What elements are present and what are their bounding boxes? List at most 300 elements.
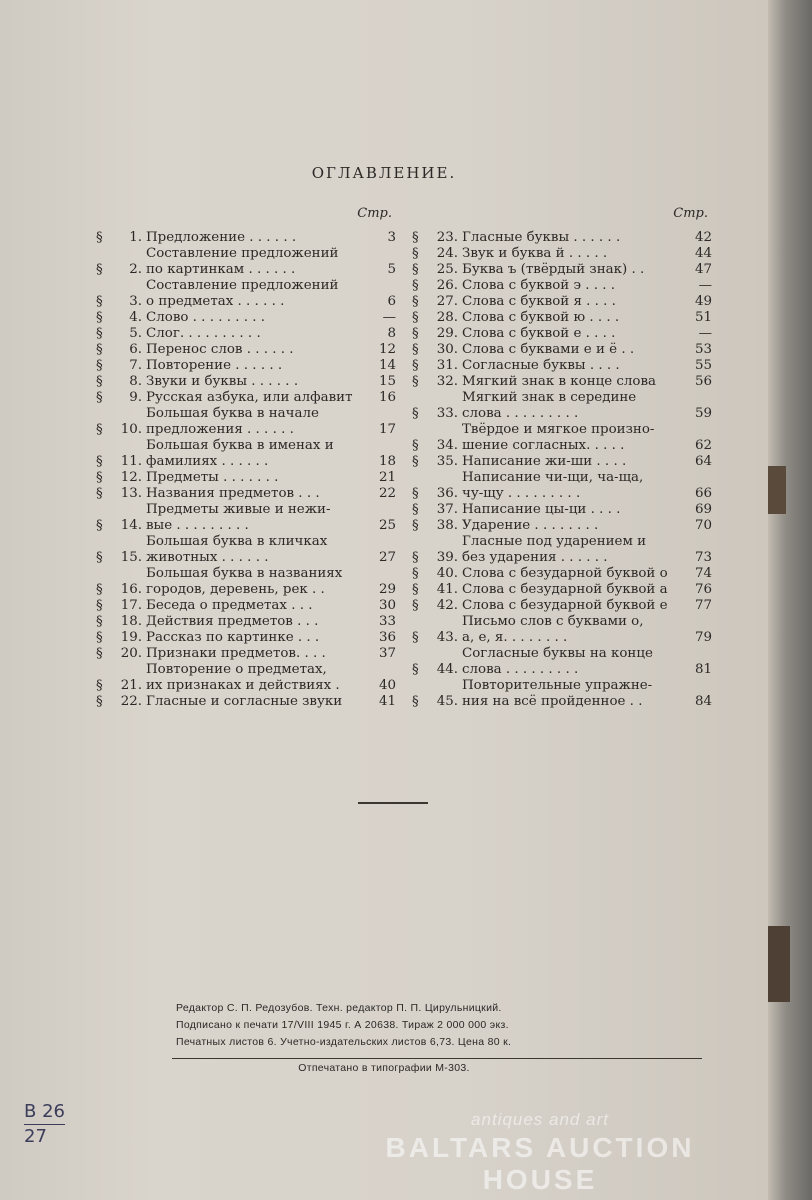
entry-page: — bbox=[382, 310, 396, 325]
entry-page: 16 bbox=[378, 390, 396, 405]
entry-title bbox=[462, 678, 682, 710]
entry-number: 7. bbox=[129, 358, 142, 373]
entry-page: 33 bbox=[378, 614, 396, 629]
section-sign: § bbox=[96, 390, 103, 405]
entry-title bbox=[462, 294, 682, 310]
entry-number: 9. bbox=[129, 390, 142, 405]
toc-entry bbox=[412, 294, 712, 310]
entry-title bbox=[146, 470, 366, 486]
entry-title bbox=[146, 278, 366, 310]
entry-title-line: о предметах . . . . . . bbox=[146, 294, 285, 309]
entry-title-line: Большая буква в именах и bbox=[146, 438, 334, 453]
entry-title bbox=[462, 646, 682, 678]
entry-title bbox=[462, 310, 682, 326]
toc-entry bbox=[412, 470, 712, 502]
entry-title-line: Буква ъ (твёрдый знак) . . bbox=[462, 262, 645, 277]
entry-page: 3 bbox=[387, 230, 396, 245]
entry-title-line: Составление предложений bbox=[146, 246, 339, 261]
entry-title-line: Слова с буквой ю . . . . bbox=[462, 310, 620, 325]
entry-number: 10. bbox=[120, 422, 142, 437]
entry-title-line: Названия предметов . . . bbox=[146, 486, 320, 501]
section-sign: § bbox=[412, 598, 419, 613]
entry-title-line: Письмо слов с буквами о, bbox=[462, 614, 644, 629]
entry-title-line: Предложение . . . . . . bbox=[146, 230, 297, 245]
entry-title bbox=[146, 630, 366, 646]
entry-number: 1. bbox=[129, 230, 142, 245]
entry-page: 25 bbox=[378, 518, 396, 533]
section-sign: § bbox=[412, 278, 419, 293]
entry-title-line: животных . . . . . . bbox=[146, 550, 269, 565]
entry-number: 32. bbox=[436, 374, 458, 389]
entry-number: 24. bbox=[436, 246, 458, 261]
handwritten-top: В 26 bbox=[24, 1100, 65, 1125]
entry-page: 79 bbox=[694, 630, 712, 645]
section-sign: § bbox=[96, 598, 103, 613]
section-sign: § bbox=[96, 310, 103, 325]
entry-page: 21 bbox=[378, 470, 396, 485]
entry-page: 18 bbox=[378, 454, 396, 469]
entry-page: 36 bbox=[378, 630, 396, 645]
section-sign: § bbox=[412, 630, 419, 645]
watermark-line1: antiques and art bbox=[471, 1110, 609, 1129]
section-sign: § bbox=[96, 614, 103, 629]
entry-page: 6 bbox=[387, 294, 396, 309]
entry-page: 49 bbox=[694, 294, 712, 309]
entry-number: 2. bbox=[129, 262, 142, 277]
toc-entry bbox=[412, 598, 712, 614]
entry-page: 5 bbox=[387, 262, 396, 277]
section-sign: § bbox=[96, 294, 103, 309]
entry-number: 22. bbox=[120, 694, 142, 709]
section-sign: § bbox=[412, 406, 419, 421]
entry-page: 66 bbox=[694, 486, 712, 501]
entry-title bbox=[146, 246, 366, 278]
entry-number: 42. bbox=[436, 598, 458, 613]
entry-title bbox=[462, 342, 682, 358]
section-sign: § bbox=[412, 326, 419, 341]
entry-number: 28. bbox=[436, 310, 458, 325]
toc-entry bbox=[412, 342, 712, 358]
entry-title bbox=[462, 278, 682, 294]
entry-page: 74 bbox=[694, 566, 712, 581]
entry-title bbox=[462, 614, 682, 646]
page-edge-tear bbox=[768, 926, 790, 1002]
entry-title bbox=[146, 358, 366, 374]
section-sign: § bbox=[412, 486, 419, 501]
toc-entry bbox=[96, 310, 396, 326]
entry-title bbox=[146, 534, 366, 566]
entry-number: 21. bbox=[120, 678, 142, 693]
entry-title-line: Перенос слов . . . . . . bbox=[146, 342, 294, 357]
toc-entry bbox=[96, 534, 396, 566]
entry-title bbox=[146, 502, 366, 534]
toc-entry bbox=[412, 230, 712, 246]
watermark-line2: BALTARS AUCTION HOUSE bbox=[385, 1132, 695, 1195]
entry-title-line: вые . . . . . . . . . bbox=[146, 518, 249, 533]
toc-entry bbox=[412, 502, 712, 518]
section-sign: § bbox=[412, 358, 419, 373]
section-sign: § bbox=[412, 342, 419, 357]
toc-entry bbox=[412, 374, 712, 390]
entry-page: 15 bbox=[378, 374, 396, 389]
entry-title-line: Большая буква в названиях bbox=[146, 566, 343, 581]
entry-title-line: Гласные под ударением и bbox=[462, 534, 647, 549]
entry-page: 64 bbox=[694, 454, 712, 469]
entry-title bbox=[146, 598, 366, 614]
entry-page: 69 bbox=[694, 502, 712, 517]
handwritten-bottom: 27 bbox=[24, 1126, 47, 1147]
toc-entry bbox=[96, 566, 396, 598]
entry-title-line: Беседа о предметах . . . bbox=[146, 598, 313, 613]
entry-title-line: по картинкам . . . . . . bbox=[146, 262, 296, 277]
entry-number: 4. bbox=[129, 310, 142, 325]
entry-title-line: Большая буква в начале bbox=[146, 406, 319, 421]
entry-title bbox=[462, 470, 682, 502]
section-sign: § bbox=[412, 294, 419, 309]
section-sign: § bbox=[412, 262, 419, 277]
toc-entry bbox=[412, 390, 712, 422]
toc-entry bbox=[412, 582, 712, 598]
entry-title-line: шение согласных. . . . . bbox=[462, 438, 625, 453]
entry-title-line: Рассказ по картинке . . . bbox=[146, 630, 320, 645]
section-sign: § bbox=[96, 518, 103, 533]
entry-title-line: Повторительные упражне- bbox=[462, 678, 653, 693]
toc-entry bbox=[96, 390, 396, 406]
entry-page: 77 bbox=[694, 598, 712, 613]
section-sign: § bbox=[412, 310, 419, 325]
entry-title-line: Согласные буквы на конце bbox=[462, 646, 653, 661]
entry-title-line: Слог. . . . . . . . . . bbox=[146, 326, 261, 341]
page-column-header: Стр. bbox=[357, 206, 392, 221]
imprint-sheets-price: Печатных листов 6. Учетно-издательских листов 6,73. Цена 80 к. bbox=[176, 1036, 512, 1048]
entry-title bbox=[462, 374, 682, 390]
entry-title-line: Предметы . . . . . . . bbox=[146, 470, 279, 485]
section-sign: § bbox=[412, 246, 419, 261]
entry-title-line: Предметы живые и нежи- bbox=[146, 502, 331, 517]
section-sign: § bbox=[96, 694, 103, 709]
entry-page: 76 bbox=[694, 582, 712, 597]
toc-entry bbox=[412, 534, 712, 566]
entry-title-line: Слова с буквами е и ё . . bbox=[462, 342, 635, 357]
entry-title-line: Гласные буквы . . . . . . bbox=[462, 230, 621, 245]
entry-title-line: слова . . . . . . . . . bbox=[462, 406, 579, 421]
section-sign: § bbox=[412, 550, 419, 565]
divider bbox=[358, 802, 428, 804]
toc-entry bbox=[412, 262, 712, 278]
section-sign: § bbox=[96, 454, 103, 469]
section-sign: § bbox=[412, 694, 419, 709]
entry-number: 40. bbox=[436, 566, 458, 581]
divider bbox=[172, 1058, 702, 1059]
entry-title bbox=[146, 406, 366, 438]
entry-page: 81 bbox=[694, 662, 712, 677]
section-sign: § bbox=[96, 646, 103, 661]
entry-number: 43. bbox=[436, 630, 458, 645]
toc-entry bbox=[96, 326, 396, 342]
entry-number: 26. bbox=[436, 278, 458, 293]
entry-title-line: Составление предложений bbox=[146, 278, 339, 293]
entry-title bbox=[462, 390, 682, 422]
entry-title bbox=[146, 646, 366, 662]
entry-title-line: Повторение . . . . . . bbox=[146, 358, 283, 373]
entry-title-line: Написание чи-щи, ча-ща, bbox=[462, 470, 644, 485]
toc-entry bbox=[96, 630, 396, 646]
entry-number: 18. bbox=[120, 614, 142, 629]
printed-by: Отпечатано в типографии М-303. bbox=[298, 1062, 470, 1074]
entry-number: 25. bbox=[436, 262, 458, 277]
entry-title-line: Мягкий знак в конце слова bbox=[462, 374, 657, 389]
toc-entry bbox=[412, 646, 712, 678]
entry-title-line: а, е, я. . . . . . . . bbox=[462, 630, 568, 645]
section-sign: § bbox=[412, 374, 419, 389]
section-sign: § bbox=[96, 326, 103, 341]
entry-title-line: предложения . . . . . . bbox=[146, 422, 294, 437]
entry-number: 8. bbox=[129, 374, 142, 389]
entry-title bbox=[146, 566, 366, 598]
section-sign: § bbox=[412, 230, 419, 245]
entry-page: 41 bbox=[378, 694, 396, 709]
toc-entry bbox=[412, 614, 712, 646]
entry-title-line: чу-щу . . . . . . . . . bbox=[462, 486, 581, 501]
entry-title-line: Слова с безударной буквой а bbox=[462, 582, 668, 597]
entry-title-line: Повторение о предметах, bbox=[146, 662, 327, 677]
toc-entry bbox=[96, 646, 396, 662]
entry-title bbox=[462, 422, 682, 454]
section-sign: § bbox=[412, 566, 419, 581]
entry-number: 38. bbox=[436, 518, 458, 533]
toc-entry bbox=[96, 278, 396, 310]
entry-number: 31. bbox=[436, 358, 458, 373]
entry-number: 5. bbox=[129, 326, 142, 341]
entry-page: 62 bbox=[694, 438, 712, 453]
entry-page: 29 bbox=[378, 582, 396, 597]
section-sign: § bbox=[96, 374, 103, 389]
entry-title-line: Звуки и буквы . . . . . . bbox=[146, 374, 299, 389]
toc-entry bbox=[412, 422, 712, 454]
entry-title-line: Твёрдое и мягкое произно- bbox=[462, 422, 655, 437]
toc-entry bbox=[96, 598, 396, 614]
entry-number: 12. bbox=[120, 470, 142, 485]
toc-entry bbox=[96, 230, 396, 246]
toc-list-right bbox=[412, 230, 712, 710]
entry-number: 33. bbox=[436, 406, 458, 421]
entry-title bbox=[146, 662, 366, 694]
entry-title-line: Слова с буквой э . . . . bbox=[462, 278, 615, 293]
entry-page: 84 bbox=[694, 694, 712, 709]
entry-number: 19. bbox=[120, 630, 142, 645]
entry-title-line: Написание цы-ци . . . . bbox=[462, 502, 621, 517]
entry-title bbox=[462, 598, 682, 614]
toc-right-column bbox=[412, 206, 712, 710]
section-sign: § bbox=[96, 470, 103, 485]
entry-title bbox=[462, 534, 682, 566]
toc-entry bbox=[412, 278, 712, 294]
entry-title-line: Русская азбука, или алфавит bbox=[146, 390, 353, 405]
entry-title-line: Слова с безударной буквой о bbox=[462, 566, 668, 581]
entry-page: 56 bbox=[694, 374, 712, 389]
entry-page: — bbox=[698, 326, 712, 341]
entry-title bbox=[462, 230, 682, 246]
section-sign: § bbox=[412, 454, 419, 469]
entry-page: 51 bbox=[694, 310, 712, 325]
entry-page: 27 bbox=[378, 550, 396, 565]
entry-page: 44 bbox=[694, 246, 712, 261]
imprint-editors: Редактор С. П. Редозубов. Техн. редактор П. П. Цирульницкий. bbox=[176, 1002, 502, 1014]
entry-title bbox=[462, 358, 682, 374]
entry-page: 37 bbox=[378, 646, 396, 661]
page-column-header: Стр. bbox=[673, 206, 708, 221]
page-edge-tear bbox=[768, 466, 786, 514]
watermark bbox=[330, 1110, 750, 1196]
section-sign: § bbox=[96, 230, 103, 245]
entry-title-line: Большая буква в кличках bbox=[146, 534, 328, 549]
entry-title bbox=[462, 454, 682, 470]
entry-number: 45. bbox=[436, 694, 458, 709]
entry-title-line: их признаках и действиях . bbox=[146, 678, 340, 693]
entry-title-line: Ударение . . . . . . . . bbox=[462, 518, 599, 533]
entry-title bbox=[146, 486, 366, 502]
entry-title bbox=[146, 310, 366, 326]
entry-number: 39. bbox=[436, 550, 458, 565]
entry-title-line: Написание жи-ши . . . . bbox=[462, 454, 627, 469]
entry-page: 70 bbox=[694, 518, 712, 533]
toc-entry bbox=[96, 614, 396, 630]
entry-number: 17. bbox=[120, 598, 142, 613]
section-sign: § bbox=[96, 342, 103, 357]
toc-entry bbox=[412, 246, 712, 262]
toc-entry bbox=[96, 486, 396, 502]
toc-entry bbox=[412, 326, 712, 342]
entry-number: 36. bbox=[436, 486, 458, 501]
entry-title bbox=[146, 694, 366, 710]
section-sign: § bbox=[412, 582, 419, 597]
toc-entry bbox=[412, 566, 712, 582]
entry-number: 34. bbox=[436, 438, 458, 453]
section-sign: § bbox=[96, 422, 103, 437]
section-sign: § bbox=[96, 262, 103, 277]
entry-number: 6. bbox=[129, 342, 142, 357]
entry-title bbox=[462, 566, 682, 582]
toc-entry bbox=[96, 502, 396, 534]
imprint-print-info: Подписано к печати 17/VIII 1945 г. А 20638. Тираж 2 000 000 экз. bbox=[176, 1019, 509, 1031]
page-title: ОГЛАВЛЕНИЕ. bbox=[311, 164, 457, 182]
section-sign: § bbox=[412, 502, 419, 517]
entry-number: 15. bbox=[120, 550, 142, 565]
entry-number: 16. bbox=[120, 582, 142, 597]
page-edge bbox=[768, 0, 812, 1200]
entry-title bbox=[146, 342, 366, 358]
entry-number: 20. bbox=[120, 646, 142, 661]
toc-entry bbox=[96, 662, 396, 694]
imprint-block bbox=[176, 1000, 696, 1051]
section-sign: § bbox=[412, 662, 419, 677]
toc-entry bbox=[96, 438, 396, 470]
entry-title-line: Слова с буквой я . . . . bbox=[462, 294, 616, 309]
entry-title-line: слова . . . . . . . . . bbox=[462, 662, 579, 677]
section-sign: § bbox=[412, 518, 419, 533]
entry-title bbox=[146, 326, 366, 342]
toc-entry bbox=[412, 310, 712, 326]
toc-entry bbox=[412, 358, 712, 374]
entry-title bbox=[146, 390, 366, 406]
entry-title-line: Согласные буквы . . . . bbox=[462, 358, 620, 373]
section-sign: § bbox=[96, 486, 103, 501]
entry-title-line: Слова с буквой е . . . . bbox=[462, 326, 616, 341]
entry-number: 44. bbox=[436, 662, 458, 677]
entry-title-line: Гласные и согласные звуки bbox=[146, 694, 343, 709]
toc-entry bbox=[96, 694, 396, 710]
entry-page: 53 bbox=[694, 342, 712, 357]
entry-title bbox=[462, 246, 682, 262]
entry-title-line: Слова с безударной буквой е bbox=[462, 598, 668, 613]
entry-page: 40 bbox=[378, 678, 396, 693]
entry-number: 23. bbox=[436, 230, 458, 245]
toc-entry bbox=[96, 358, 396, 374]
entry-number: 37. bbox=[436, 502, 458, 517]
entry-page: 55 bbox=[694, 358, 712, 373]
entry-number: 41. bbox=[436, 582, 458, 597]
entry-title bbox=[462, 262, 682, 278]
entry-title bbox=[146, 438, 366, 470]
entry-title-line: без ударения . . . . . . bbox=[462, 550, 608, 565]
entry-title bbox=[146, 374, 366, 390]
entry-title bbox=[462, 502, 682, 518]
toc-entry bbox=[412, 454, 712, 470]
entry-title bbox=[146, 230, 366, 246]
entry-page: 8 bbox=[387, 326, 396, 341]
entry-title bbox=[462, 518, 682, 534]
section-sign: § bbox=[96, 678, 103, 693]
section-sign: § bbox=[96, 630, 103, 645]
entry-page: 22 bbox=[378, 486, 396, 501]
section-sign: § bbox=[96, 358, 103, 373]
section-sign: § bbox=[96, 582, 103, 597]
handwritten-note bbox=[24, 1100, 65, 1149]
entry-title-line: Действия предметов . . . bbox=[146, 614, 319, 629]
entry-page: 12 bbox=[378, 342, 396, 357]
entry-page: 42 bbox=[694, 230, 712, 245]
section-sign: § bbox=[96, 550, 103, 565]
entry-title bbox=[462, 326, 682, 342]
entry-title-line: фамилиях . . . . . . bbox=[146, 454, 269, 469]
entry-title-line: ния на всё пройденное . . bbox=[462, 694, 643, 709]
entry-number: 35. bbox=[436, 454, 458, 469]
entry-page: 47 bbox=[694, 262, 712, 277]
toc-entry bbox=[412, 518, 712, 534]
entry-number: 29. bbox=[436, 326, 458, 341]
entry-title-line: Мягкий знак в середине bbox=[462, 390, 637, 405]
entry-title-line: Признаки предметов. . . . bbox=[146, 646, 326, 661]
entry-title-line: Звук и буква й . . . . . bbox=[462, 246, 608, 261]
entry-number: 30. bbox=[436, 342, 458, 357]
entry-page: 30 bbox=[378, 598, 396, 613]
toc-entry bbox=[96, 246, 396, 278]
entry-title bbox=[462, 582, 682, 598]
toc-list-left bbox=[96, 230, 396, 710]
entry-number: 3. bbox=[129, 294, 142, 309]
entry-number: 11. bbox=[120, 454, 142, 469]
entry-title bbox=[146, 614, 366, 630]
entry-title-line: Слово . . . . . . . . . bbox=[146, 310, 266, 325]
entry-page: — bbox=[698, 278, 712, 293]
entry-number: 13. bbox=[120, 486, 142, 501]
entry-page: 14 bbox=[378, 358, 396, 373]
entry-number: 27. bbox=[436, 294, 458, 309]
entry-page: 59 bbox=[694, 406, 712, 421]
entry-page: 73 bbox=[694, 550, 712, 565]
toc-entry bbox=[96, 342, 396, 358]
entry-title-line: городов, деревень, рек . . bbox=[146, 582, 325, 597]
